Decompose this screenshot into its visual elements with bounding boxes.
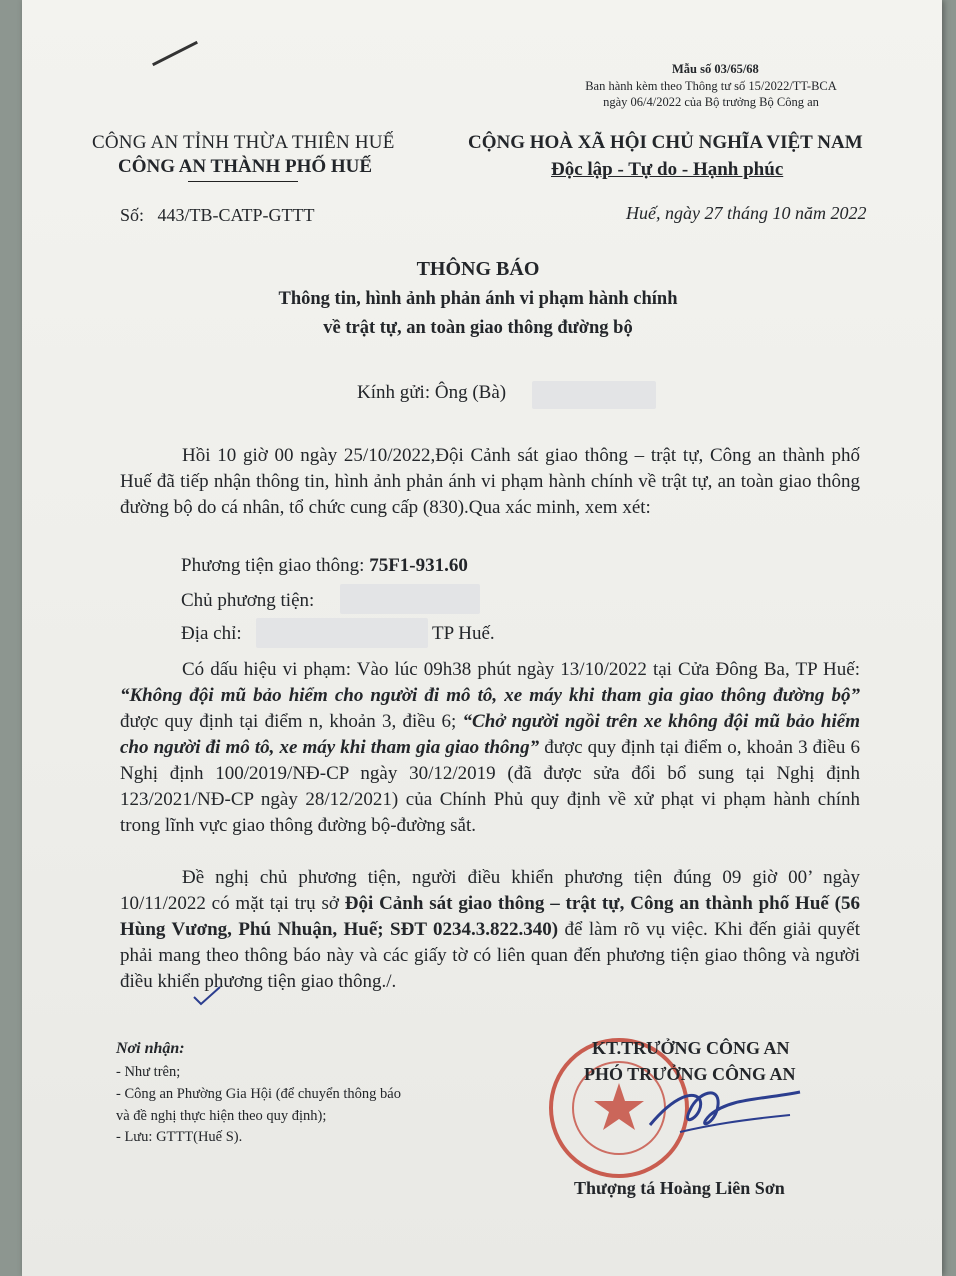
request-text: để làm rõ vụ việc. Khi đến giải quyết phải mang theo thông báo này và các giấy tờ có liên quan đến phương tiện giao thông và người điều khiển phương tiện giao thông./. [120, 919, 860, 992]
intro-paragraph: Hồi 10 giờ 00 ngày 25/10/2022,Đội Cảnh sát giao thông – trật tự, Công an thành phố Huế đã tiếp nhận thông tin, hình ảnh phản ánh vi phạm hành chính về trật tự, an toàn giao thông đường bộ do cá nhân, tổ chức cung cấp (830).Qua xác minh, xem xét: [120, 445, 860, 518]
recipient-line: - Như trên; [116, 1064, 181, 1080]
violation-paragraph [120, 657, 860, 839]
greeting: Kính gửi: Ông (Bà) [357, 382, 507, 403]
redacted-address [256, 618, 428, 648]
vehicle-field [181, 555, 468, 577]
place-date: Huế, ngày 27 tháng 10 năm 2022 [626, 203, 867, 223]
violation-text: được quy định tại điểm n, khoản 3, điều 6; [120, 711, 463, 732]
owner-label: Chủ phương tiện: [181, 590, 315, 611]
handwritten-signature [640, 1070, 810, 1150]
recipient-line: - Lưu: GTTT(Huế S). [116, 1129, 243, 1145]
agency-underline [188, 181, 298, 182]
violation-text: Có dấu hiệu vi phạm: Vào lúc 09h38 phút ngày 13/10/2022 tại Cửa Đông Ba, TP Huế: [182, 659, 860, 680]
redacted-name [532, 381, 656, 409]
document-subtitle: Thông tin, hình ảnh phản ánh vi phạm hành chính [278, 289, 678, 309]
pen-check-mark [192, 985, 222, 1007]
address-city: TP Huế. [432, 623, 495, 644]
agency-parent: CÔNG AN TỈNH THỪA THIÊN HUẾ [92, 132, 395, 153]
violation-text: được quy định tại điểm o, khoản 3 điều 6 Nghị định 100/2019/NĐ-CP ngày 30/12/2019 (đã được sửa đổi bổ sung tại Nghị định 123/2021/NĐ-CP ngày 28/12/2021) của Chính Phủ quy định về xử phạt vi phạm hành chính trong lĩnh vực giao thông đường bộ-đường sắt. [120, 737, 860, 836]
recipient-line: - Công an Phường Gia Hội (để chuyển thông báo [116, 1086, 401, 1102]
form-note-line: ngày 06/4/2022 của Bộ trưởng Bộ Công an [603, 95, 819, 109]
form-note [566, 78, 856, 110]
violation-quote: “Không đội mũ bảo hiểm cho người đi mô tô, xe máy khi tham gia giao thông đường bộ” [120, 685, 860, 706]
redacted-owner [340, 584, 480, 614]
form-number: Mẫu số 03/65/68 [672, 62, 759, 76]
signature-title: KT.TRƯỞNG CÔNG AN [592, 1038, 790, 1058]
national-motto: Độc lập - Tự do - Hạnh phúc [551, 159, 784, 180]
recipient-line: và đề nghị thực hiện theo quy định); [116, 1108, 327, 1124]
signature-title: PHÓ TRƯỞNG CÔNG AN [584, 1064, 796, 1084]
address-label: Địa chỉ: [181, 623, 242, 644]
recipients-title: Nơi nhận: [116, 1040, 185, 1057]
violation-quote: “Chở người ngồi trên xe không đội mũ bảo hiểm cho người đi mô tô, xe máy khi tham gia giao thông” [120, 711, 860, 758]
nation-title: CỘNG HOÀ XÃ HỘI CHỦ NGHĨA VIỆT NAM [468, 132, 863, 153]
request-location: Đội Cảnh sát giao thông – trật tự, Công an thành phố Huế (56 Hùng Vương, Phú Nhuận, Huế; SĐT 0234.3.822.340) [120, 893, 860, 940]
request-paragraph [120, 865, 860, 995]
vehicle-label: Phương tiện giao thông: [181, 555, 370, 576]
request-text: Đề nghị chủ phương tiện, người điều khiển phương tiện đúng 09 giờ 00’ ngày 10/11/2022 có mặt tại trụ sở [120, 867, 860, 914]
vehicle-plate: 75F1-931.60 [369, 555, 468, 576]
document-title: THÔNG BÁO [416, 258, 540, 280]
pen-mark [152, 41, 198, 66]
form-note-line: Ban hành kèm theo Thông tư số 15/2022/TT-BCA [585, 79, 837, 93]
document-number: Số: 443/TB-CATP-GTTT [120, 205, 315, 225]
agency-name: CÔNG AN THÀNH PHỐ HUẾ [118, 156, 373, 177]
document-subtitle: về trật tự, an toàn giao thông đường bộ [323, 318, 633, 338]
signer-name: Thượng tá Hoàng Liên Sơn [574, 1178, 785, 1198]
